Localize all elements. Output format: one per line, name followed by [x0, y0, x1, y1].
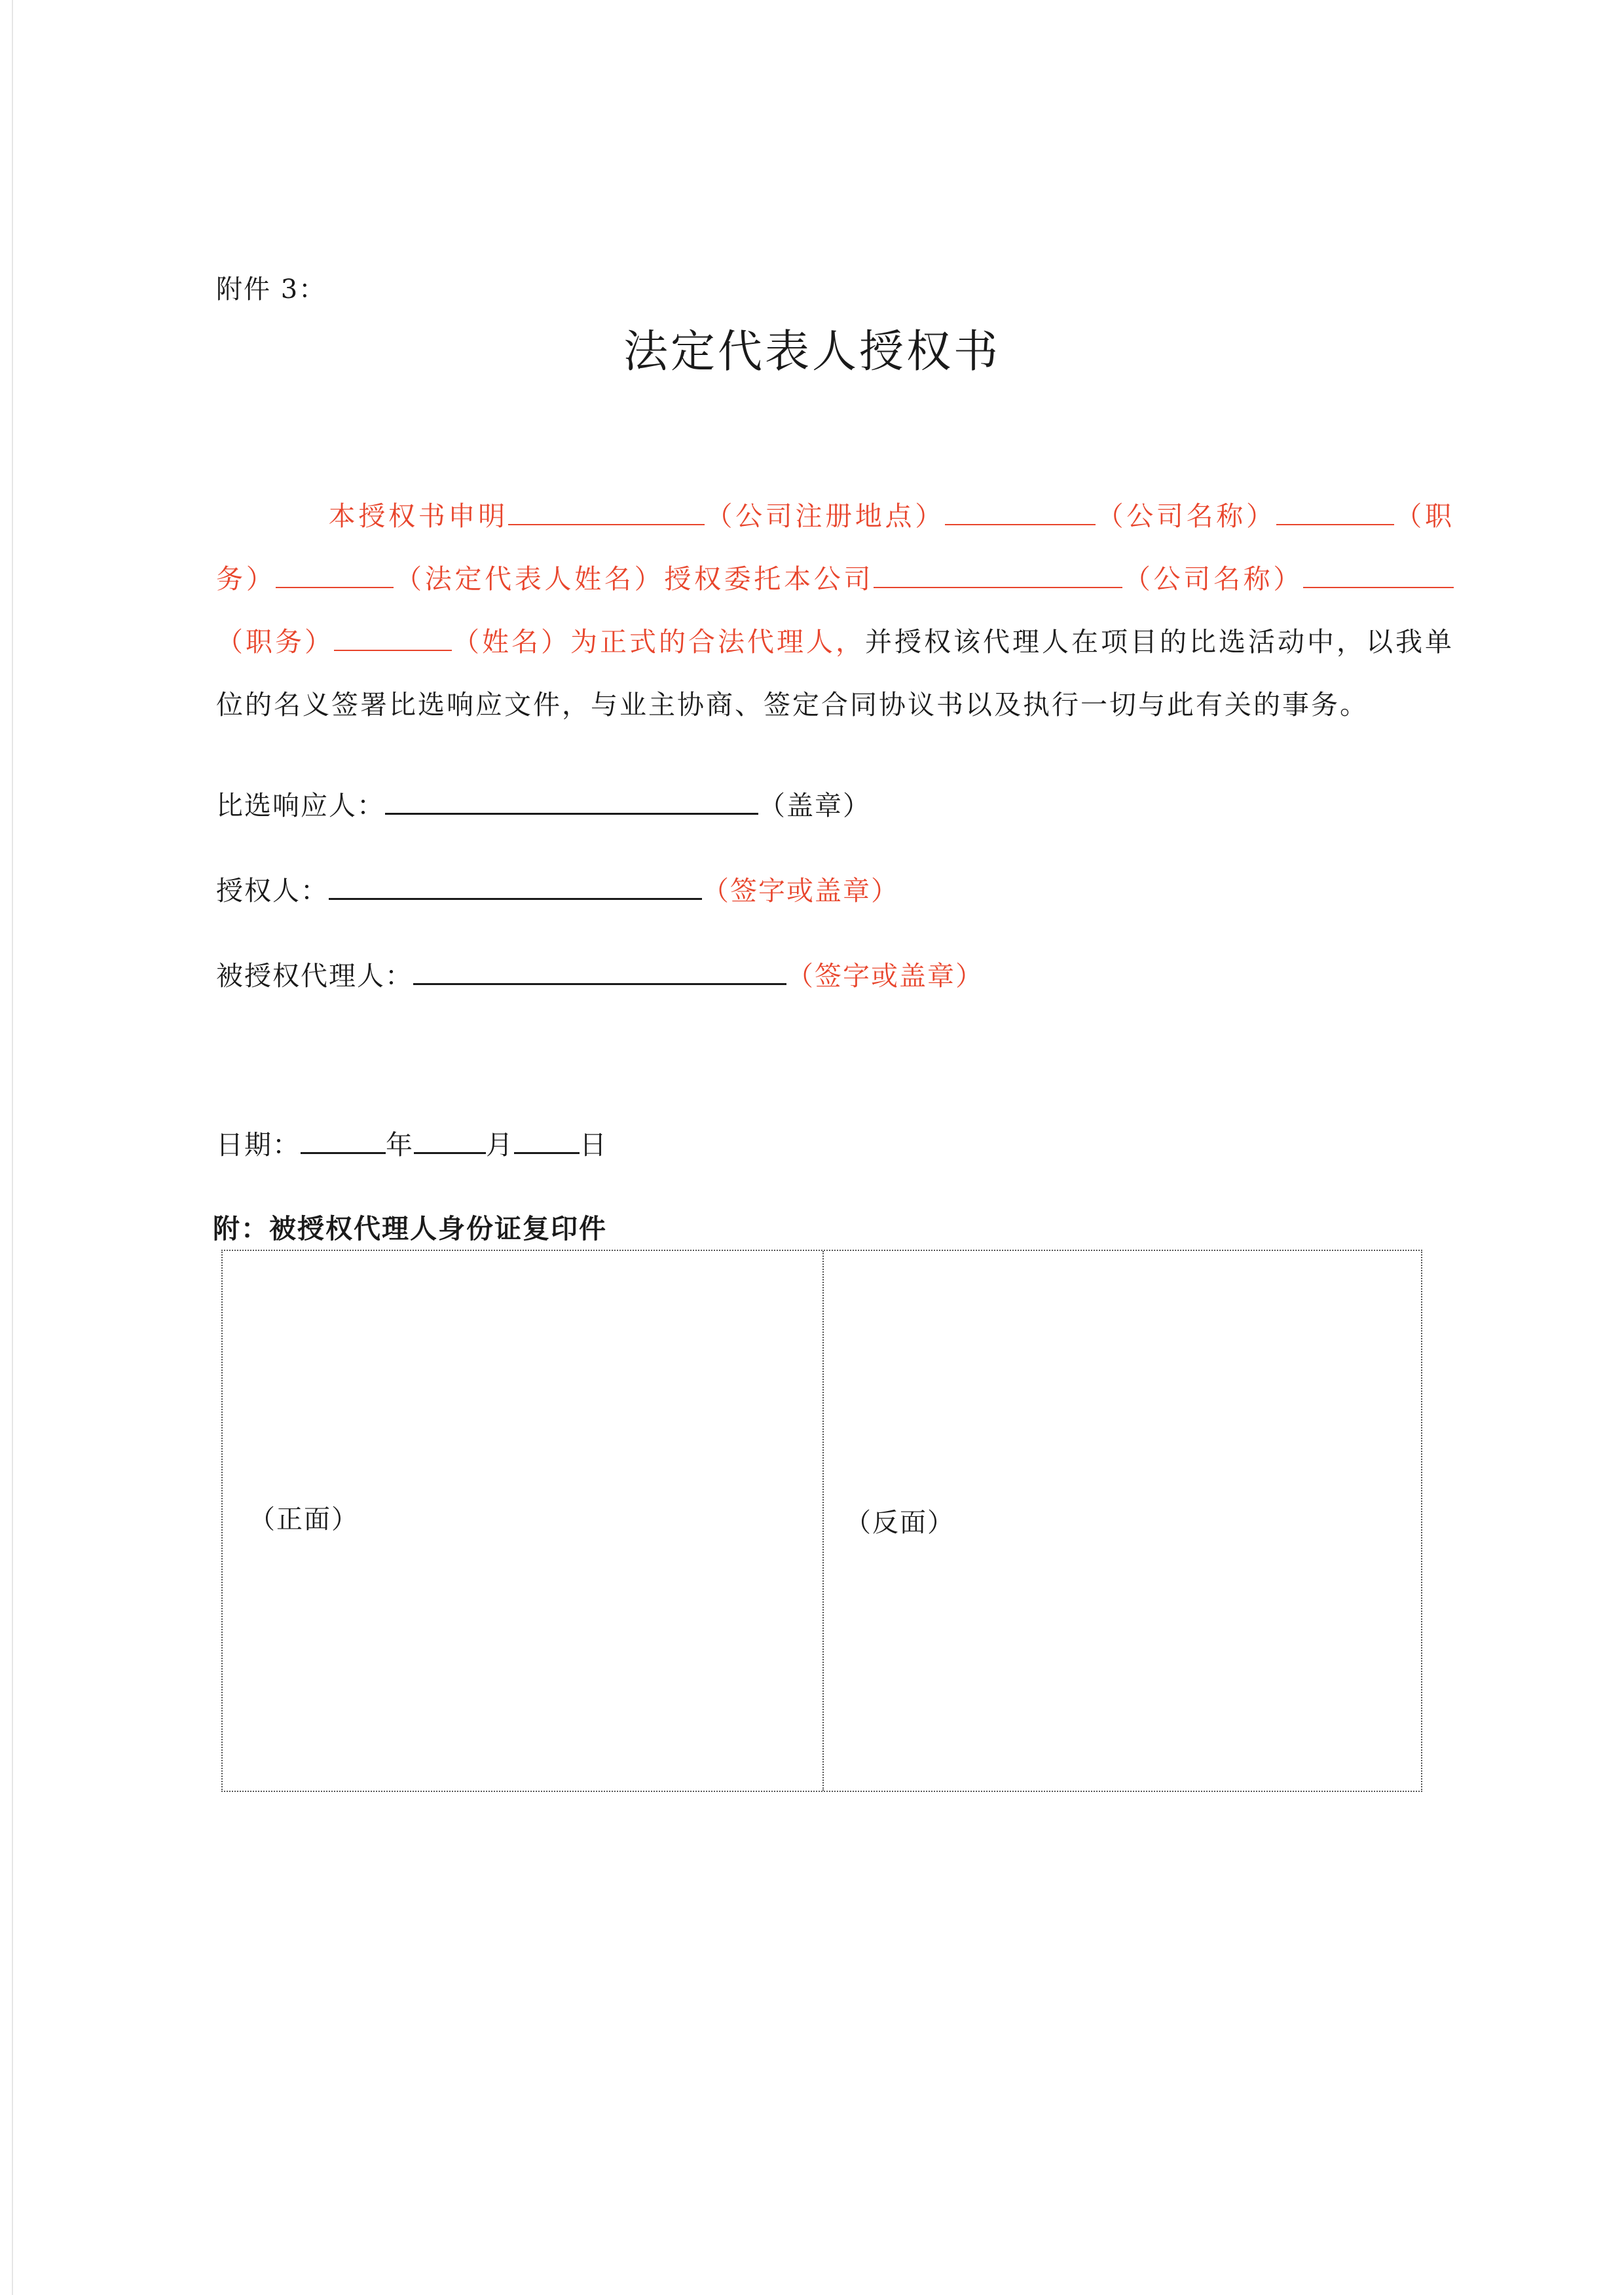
respondent-note: （盖章） [758, 790, 871, 821]
body-seg-1: 本授权书申明 [327, 500, 508, 532]
body-seg-7: （职务） [216, 626, 334, 658]
authorizer-note: （签字或盖章） [702, 875, 899, 906]
date-row [216, 1125, 608, 1165]
body-seg-6: （公司名称） [1122, 563, 1304, 595]
document-title: 法定代表人授权书 [623, 326, 1001, 378]
attachment-label: 附件 3： [216, 274, 327, 305]
agent-note: （签字或盖章） [786, 960, 984, 992]
agent-label: 被授权代理人： [216, 960, 413, 992]
id-front-label: （正面） [249, 1504, 359, 1535]
body-seg-5: （法定代表人姓名）授权委托本公司 [394, 563, 874, 595]
agent-signature-field[interactable] [413, 957, 786, 985]
date-day-label: 日 [580, 1129, 608, 1161]
body-seg-4: （职务） [216, 500, 1454, 595]
authorizer-signature-field[interactable] [329, 872, 702, 900]
respondent-signature-row [216, 786, 871, 825]
date-month-field[interactable] [414, 1126, 486, 1154]
authorizer-label: 授权人： [216, 875, 329, 906]
blank-company-name-1[interactable] [945, 502, 1096, 525]
date-year-label: 年 [386, 1129, 414, 1161]
body-seg-8: （姓名）为正式的合法代理人， [452, 626, 865, 658]
agent-signature-row [216, 956, 984, 996]
blank-agent-name[interactable] [334, 627, 452, 651]
blank-legal-rep-name[interactable] [276, 565, 394, 588]
id-copy-box [221, 1250, 1422, 1792]
date-month-label: 月 [486, 1129, 514, 1161]
respondent-label: 比选响应人： [216, 790, 385, 821]
appendix-label: 附：被授权代理人身份证复印件 [213, 1213, 607, 1244]
blank-position-1[interactable] [1276, 502, 1394, 525]
blank-registered-address[interactable] [508, 502, 705, 525]
authorizer-signature-row [216, 871, 899, 910]
body-seg-9: 并授权该代理人在项目的比选活动中，以我单位的名义签署比选响应文件，与业主协商、签定合同协议书以及执行一切与此有关的事务。 [216, 626, 1454, 720]
blank-position-2[interactable] [1303, 565, 1454, 588]
date-day-field[interactable] [514, 1126, 580, 1154]
date-year-field[interactable] [301, 1126, 386, 1154]
body-seg-3: （公司名称） [1095, 500, 1276, 532]
id-back-label: （反面） [845, 1508, 955, 1538]
blank-company-name-2[interactable] [874, 565, 1122, 588]
respondent-signature-field[interactable] [385, 787, 758, 815]
id-box-divider [822, 1251, 824, 1791]
body-seg-2: （公司注册地点） [704, 500, 945, 532]
date-label: 日期： [216, 1129, 301, 1161]
authorization-paragraph [216, 485, 1454, 736]
